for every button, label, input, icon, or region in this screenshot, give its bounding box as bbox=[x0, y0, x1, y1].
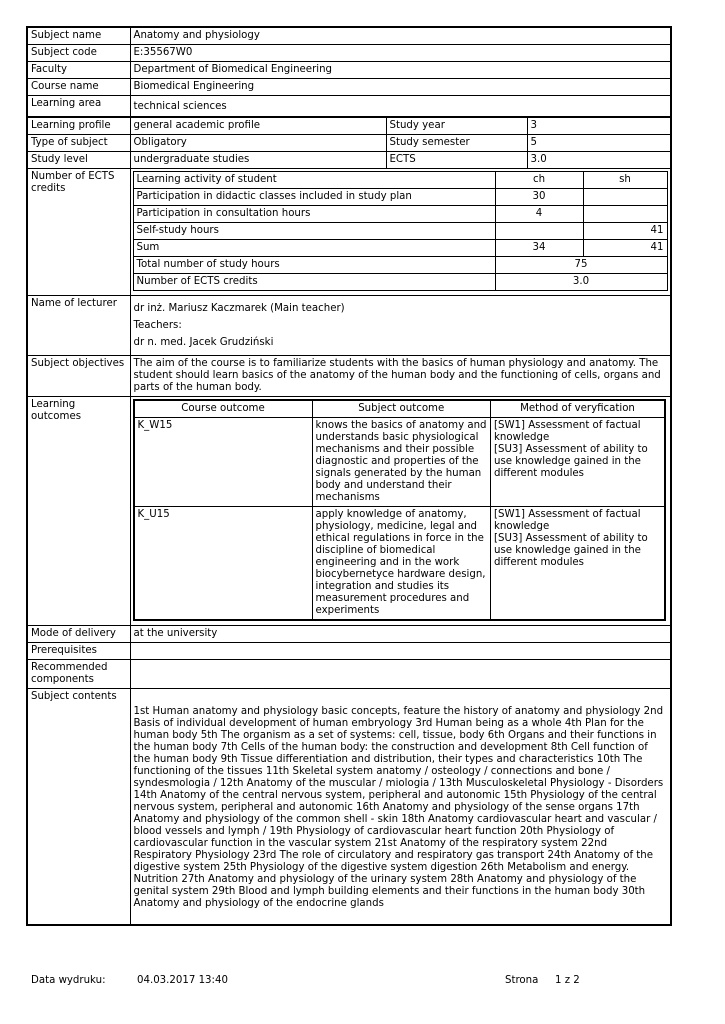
label-ects-credits: Number of ECTS credits bbox=[27, 169, 130, 296]
row-type-of-subject bbox=[27, 135, 671, 152]
ects-header-row bbox=[133, 172, 667, 189]
page-number: 1 z 2 bbox=[555, 975, 580, 986]
outcome-method: [SW1] Assessment of factual knowledge [SU3] Assessment of ability to use knowledge gained in the different modules bbox=[491, 507, 666, 621]
outcomes-header-course: Course outcome bbox=[134, 400, 313, 418]
ects-activity: Participation in didactic classes included in study plan bbox=[133, 189, 495, 206]
value-study-level: undergraduate studies bbox=[130, 152, 386, 169]
value-study-semester: 5 bbox=[527, 135, 671, 152]
row-objectives bbox=[27, 356, 671, 397]
outcome-row bbox=[134, 418, 666, 507]
row-ects-credits bbox=[27, 169, 671, 296]
ects-total-value: 75 bbox=[495, 257, 667, 274]
ects-ch: 4 bbox=[495, 206, 583, 223]
outcome-subject: apply knowledge of anatomy, physiology, medicine, legal and ethical regulations in force in the discipline of biomedical engineering and in the work biocybernetyce hardware design, integration and studies its measurement procedures and experiments bbox=[312, 507, 491, 621]
value-subject-code: E:35567W0 bbox=[130, 45, 671, 62]
label-mode-of-delivery: Mode of delivery bbox=[27, 626, 130, 643]
outcomes-header-row bbox=[134, 400, 666, 418]
outcomes-header-method: Method of veryfication bbox=[491, 400, 666, 418]
label-learning-outcomes: Learning outcomes bbox=[27, 397, 130, 626]
label-study-semester: Study semester bbox=[386, 135, 527, 152]
value-learning-profile: general academic profile bbox=[130, 117, 386, 135]
row-study-level bbox=[27, 152, 671, 169]
ects-ch: 34 bbox=[495, 240, 583, 257]
outcome-subject: knows the basics of anatomy and understands basic physiological mechanisms and their possible diagnostic and properties of the signals generated by the human body and understand their mechanisms bbox=[312, 418, 491, 507]
print-date: 04.03.2017 13:40 bbox=[137, 975, 228, 986]
ects-activity: Sum bbox=[133, 240, 495, 257]
value-study-year: 3 bbox=[527, 117, 671, 135]
outcome-course: K_U15 bbox=[134, 507, 313, 621]
ects-row bbox=[133, 206, 667, 223]
ects-row-sum bbox=[133, 240, 667, 257]
ects-row bbox=[133, 189, 667, 206]
row-learning-outcomes bbox=[27, 397, 671, 626]
ects-sh bbox=[583, 206, 667, 223]
ects-ch bbox=[495, 223, 583, 240]
outcome-course: K_W15 bbox=[134, 418, 313, 507]
row-subject-name bbox=[27, 27, 671, 45]
ects-sh bbox=[583, 189, 667, 206]
value-mode-of-delivery: at the university bbox=[130, 626, 671, 643]
label-lecturer: Name of lecturer bbox=[27, 296, 130, 356]
outcomes-header-subject: Subject outcome bbox=[312, 400, 491, 418]
lecturer-main: dr inż. Mariusz Kaczmarek (Main teacher) bbox=[133, 303, 345, 314]
value-faculty: Department of Biomedical Engineering bbox=[130, 62, 671, 79]
ects-activity: Participation in consultation hours bbox=[133, 206, 495, 223]
value-prerequisites bbox=[130, 643, 671, 660]
label-course-name: Course name bbox=[27, 79, 130, 96]
row-learning-profile bbox=[27, 117, 671, 135]
label-learning-profile: Learning profile bbox=[27, 117, 130, 135]
outcome-row bbox=[134, 507, 666, 621]
label-learning-area: Learning area bbox=[27, 96, 130, 118]
row-prerequisites bbox=[27, 643, 671, 660]
ects-row bbox=[133, 223, 667, 240]
label-subject-contents: Subject contents bbox=[27, 689, 130, 926]
value-ects: 3.0 bbox=[527, 152, 671, 169]
print-date-label: Data wydruku: bbox=[31, 975, 106, 986]
subject-table bbox=[26, 26, 672, 926]
label-objectives: Subject objectives bbox=[27, 356, 130, 397]
outcomes-table bbox=[133, 399, 667, 621]
ects-sh: 41 bbox=[583, 223, 667, 240]
label-prerequisites: Prerequisites bbox=[27, 643, 130, 660]
label-study-level: Study level bbox=[27, 152, 130, 169]
label-faculty: Faculty bbox=[27, 62, 130, 79]
ects-sh: 41 bbox=[583, 240, 667, 257]
ects-credits-label: Number of ECTS credits bbox=[133, 274, 495, 291]
outcome-method: [SW1] Assessment of factual knowledge [SU3] Assessment of ability to use knowledge gained in the different modules bbox=[491, 418, 666, 507]
label-type-of-subject: Type of subject bbox=[27, 135, 130, 152]
row-subject-code bbox=[27, 45, 671, 62]
label-recommended: Recommended components bbox=[27, 660, 130, 689]
row-recommended bbox=[27, 660, 671, 689]
ects-ch: 30 bbox=[495, 189, 583, 206]
value-subject-name: Anatomy and physiology bbox=[130, 27, 671, 45]
page-label: Strona bbox=[505, 975, 539, 986]
value-type-of-subject: Obligatory bbox=[130, 135, 386, 152]
label-ects: ECTS bbox=[386, 152, 527, 169]
value-recommended bbox=[130, 660, 671, 689]
ects-total-row bbox=[133, 257, 667, 274]
ects-credits-value: 3.0 bbox=[495, 274, 667, 291]
row-faculty bbox=[27, 62, 671, 79]
ects-table bbox=[133, 171, 668, 291]
label-subject-name: Subject name bbox=[27, 27, 130, 45]
row-mode-of-delivery bbox=[27, 626, 671, 643]
label-study-year: Study year bbox=[386, 117, 527, 135]
ects-header-ch: ch bbox=[495, 172, 583, 189]
lecturer-teacher: dr n. med. Jacek Grudziński bbox=[133, 337, 274, 348]
row-lecturer bbox=[27, 296, 671, 356]
value-learning-area: technical sciences bbox=[130, 96, 671, 118]
value-course-name: Biomedical Engineering bbox=[130, 79, 671, 96]
ects-total-label: Total number of study hours bbox=[133, 257, 495, 274]
row-course-name bbox=[27, 79, 671, 96]
subject-contents-text: 1st Human anatomy and physiology basic concepts, feature the history of anatomy and physiology 2nd Basis of individual development of human embryology 3rd Human being as a whole 4th Plan for the human body 5th The organism as a set of systems: cell, tissue, body 6th Organs and their functions in the human body 7th Cells of the human body: the construction and development 8th Cell function of the human body 9th Tissue differentiation and distribution, their types and characteristics 10th The functioning of the tissues 11th Skeletal system anatomy / osteology / connections and bone / syndesmologia / 12th Anatomy of the muscular / miologia / 13th Musculoskeletal Physiology - Disorders 14th Anatomy of the central nervous system, peripheral and autonomic 15th Physiology of the central nervous system, peripheral and autonomic 16th Anatomy and physiology of the sense organs 17th Anatomy and physiology of the common shell - skin 18th Anatomy cardiovascular heart and vascular / blood vessels and lymph / 19th Physiology of cardiovascular heart function 20th Physiology of cardiovascular function in the vascular system 21st Anatomy of the respiratory system 22nd Respiratory Physiology 23rd The role of circulatory and respiratory gas transport 24th Anatomy of the digestive system 25th Physiology of the digestive system digestion 26th Metabolism and energy. Nutrition 27th Anatomy and physiology of the urinary system 28th Anatomy and physiology of the genital system 29th Blood and lymph building elements and their functions in the human body 30th Anatomy and physiology of the endocrine glands bbox=[130, 689, 671, 926]
objectives-text: The aim of the course is to familiarize students with the basics of human physiology and anatomy. The student should learn basics of the anatomy of the human body and the functioning of cells, organs and parts of the human body. bbox=[130, 356, 671, 397]
row-learning-area bbox=[27, 96, 671, 118]
label-subject-code: Subject code bbox=[27, 45, 130, 62]
teachers-label: Teachers: bbox=[133, 320, 182, 331]
ects-activity: Self-study hours bbox=[133, 223, 495, 240]
ects-header-sh: sh bbox=[583, 172, 667, 189]
subject-card bbox=[26, 26, 670, 926]
row-subject-contents bbox=[27, 689, 671, 926]
ects-header-activity: Learning activity of student bbox=[133, 172, 495, 189]
ects-credits-row bbox=[133, 274, 667, 291]
